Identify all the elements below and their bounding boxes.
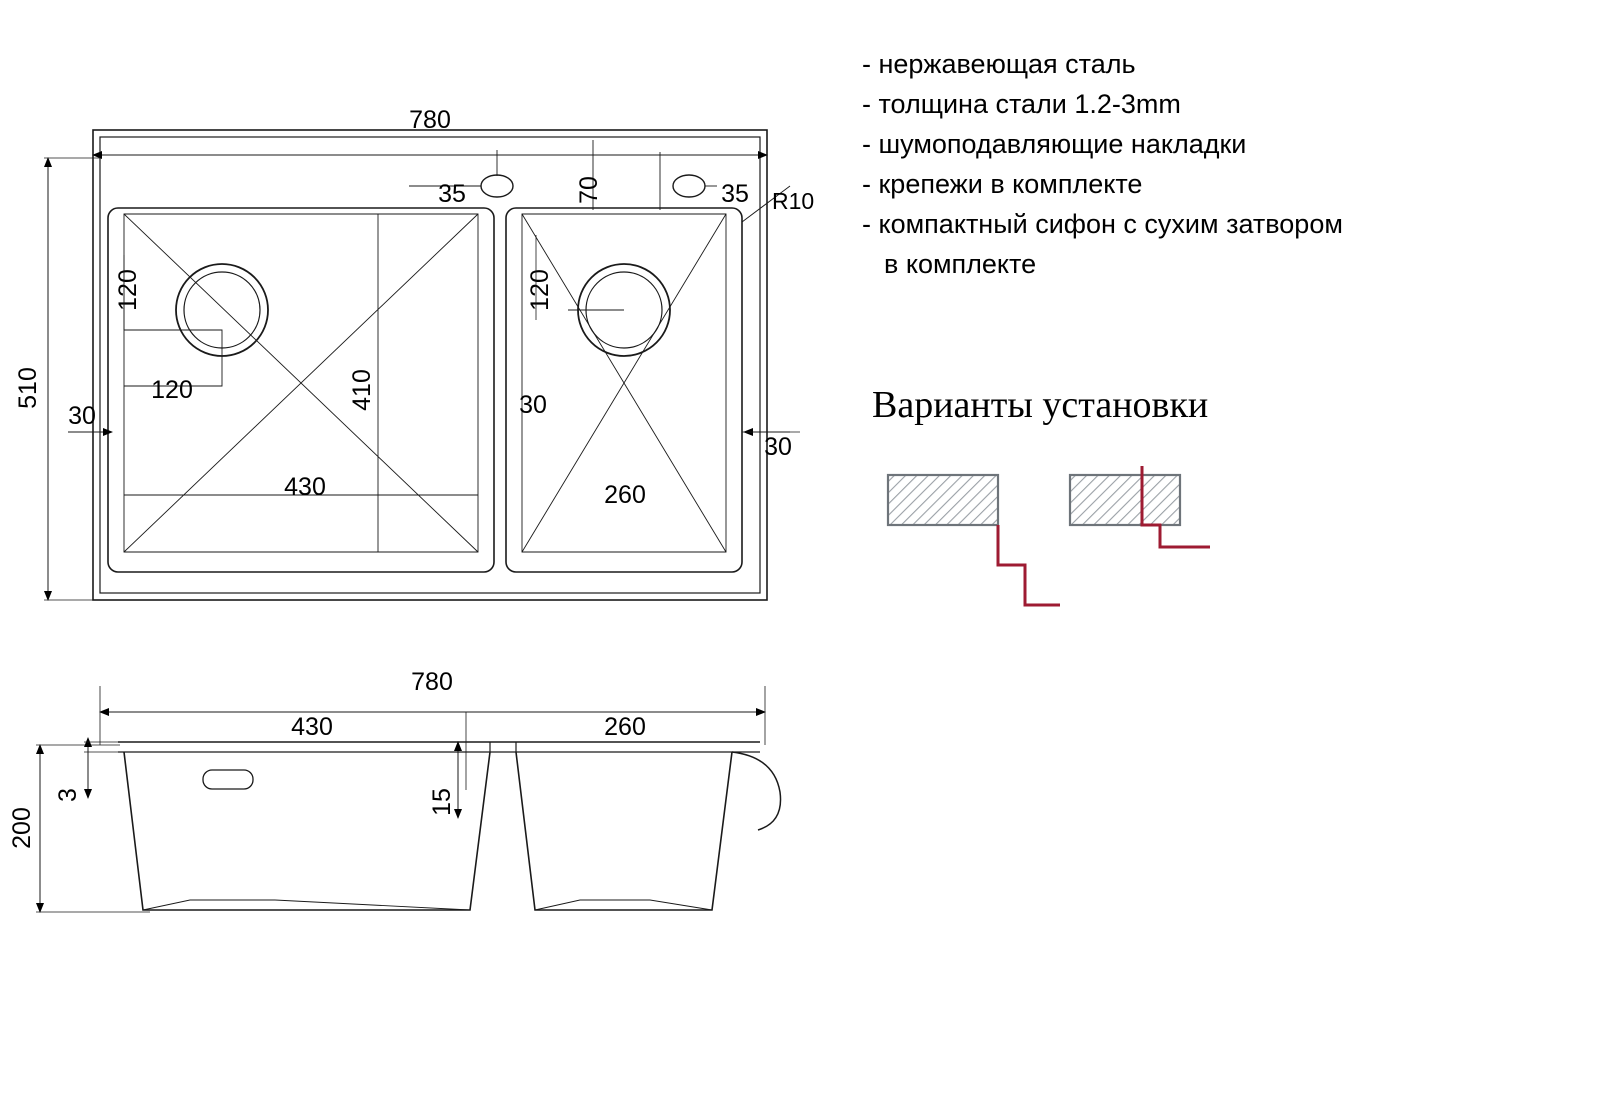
faucet-hole-right bbox=[673, 175, 705, 197]
front-right-bowl-body bbox=[516, 752, 732, 910]
spec-item: - крепежи в комплекте bbox=[862, 169, 1143, 199]
dim-left-bowl-height: 410 bbox=[348, 369, 376, 411]
spec-item: - шумоподавляющие накладки bbox=[862, 129, 1247, 159]
dim-front-height: 200 bbox=[8, 807, 36, 849]
siphon-outline bbox=[732, 752, 781, 830]
dim-drain-left-horizontal: 120 bbox=[151, 376, 193, 404]
dim-rim-thickness: 3 bbox=[54, 788, 82, 802]
front-left-bowl-body bbox=[124, 752, 490, 910]
dim-edge-mid: 30 bbox=[519, 391, 547, 419]
install-variant-1-sink-profile bbox=[998, 525, 1060, 605]
dim-top-height: 510 bbox=[14, 367, 42, 409]
dim-corner-radius: R10 bbox=[772, 188, 815, 214]
install-variant-1-countertop bbox=[888, 475, 998, 525]
install-variants-title: Варианты установки bbox=[872, 384, 1209, 426]
top-view-group bbox=[14, 106, 814, 600]
faucet-hole-left bbox=[481, 175, 513, 197]
right-bowl-outline bbox=[506, 208, 742, 572]
dim-drain-left-vertical: 120 bbox=[114, 269, 142, 311]
spec-item: - толщина стали 1.2-3mm bbox=[862, 89, 1181, 119]
dim-front-right-bowl: 260 bbox=[604, 713, 646, 741]
sink-inner-rim-top bbox=[100, 137, 760, 593]
specs-list bbox=[862, 44, 1582, 284]
dim-front-left-bowl: 430 bbox=[291, 713, 333, 741]
overflow-slot bbox=[203, 770, 253, 789]
sink-outline-top bbox=[93, 130, 767, 600]
dim-top-width: 780 bbox=[409, 106, 451, 134]
dim-left-bowl-width: 430 bbox=[284, 473, 326, 501]
install-variant-2-countertop bbox=[1070, 475, 1180, 525]
spec-item: - нержавеющая сталь bbox=[862, 49, 1136, 79]
front-right-bottom-hint bbox=[535, 900, 712, 910]
spec-item: в комплекте bbox=[884, 249, 1037, 279]
spec-item: - компактный сифон с сухим затвором bbox=[862, 209, 1343, 239]
dim-front-width: 780 bbox=[411, 668, 453, 696]
front-left-bottom-hint-2 bbox=[275, 900, 470, 910]
dim-ledge: 15 bbox=[428, 788, 456, 816]
front-view-group bbox=[8, 668, 781, 912]
front-left-bottom-hint bbox=[143, 900, 275, 910]
dim-drain-right-vertical: 120 bbox=[526, 269, 554, 311]
dim-hole-right-offset: 35 bbox=[721, 180, 749, 208]
dim-hole-left-offset: 35 bbox=[438, 180, 466, 208]
dim-center-gap: 70 bbox=[575, 176, 603, 204]
dim-edge-right: 30 bbox=[764, 433, 792, 461]
dim-right-bowl-width: 260 bbox=[604, 481, 646, 509]
install-variants-group bbox=[888, 466, 1210, 605]
dim-edge-left: 30 bbox=[68, 402, 96, 430]
